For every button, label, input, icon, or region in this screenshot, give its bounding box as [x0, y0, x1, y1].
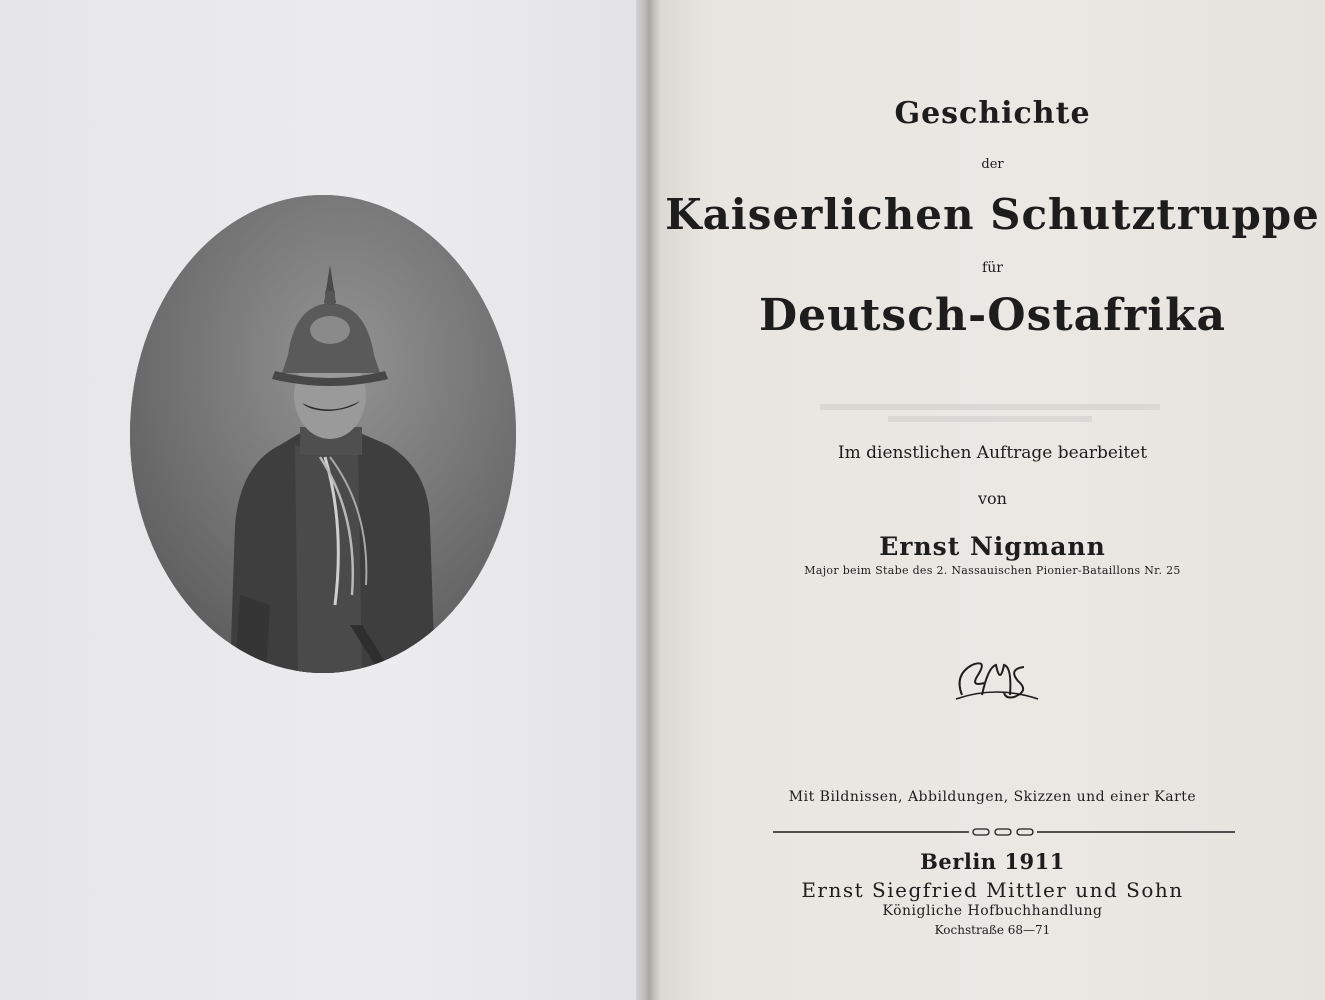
contents-note: Mit Bildnissen, Abbildungen, Skizzen und einer Karte	[788, 789, 1197, 805]
publisher-monogram-icon	[948, 655, 1044, 709]
place-year: Berlin 1911	[920, 849, 1065, 874]
show-through-text	[820, 398, 1160, 432]
author-title: Major beim Stabe des 2. Nassauischen Pionier-Bataillons Nr. 25	[804, 564, 1181, 577]
title-main: Kaiserlichen Schutztruppe	[665, 190, 1320, 239]
author-name: Ernst Nigmann	[879, 532, 1106, 561]
title-geschichte: Geschichte	[894, 96, 1091, 131]
commission-line: Im dienstlichen Auftrage bearbeitet	[837, 443, 1148, 463]
ornamental-rule	[773, 824, 1235, 843]
book-gutter	[636, 0, 662, 1000]
publisher-role: Königliche Hofbuchhandlung	[882, 903, 1103, 919]
by-line: von	[978, 489, 1007, 508]
frontispiece-portrait	[130, 195, 516, 673]
title-der: der	[981, 157, 1004, 172]
publisher-name: Ernst Siegfried Mittler und Sohn	[801, 878, 1184, 902]
publisher-address: Kochstraße 68—71	[934, 923, 1051, 937]
title-fuer: für	[982, 260, 1003, 276]
title-region: Deutsch-Ostafrika	[758, 290, 1227, 341]
